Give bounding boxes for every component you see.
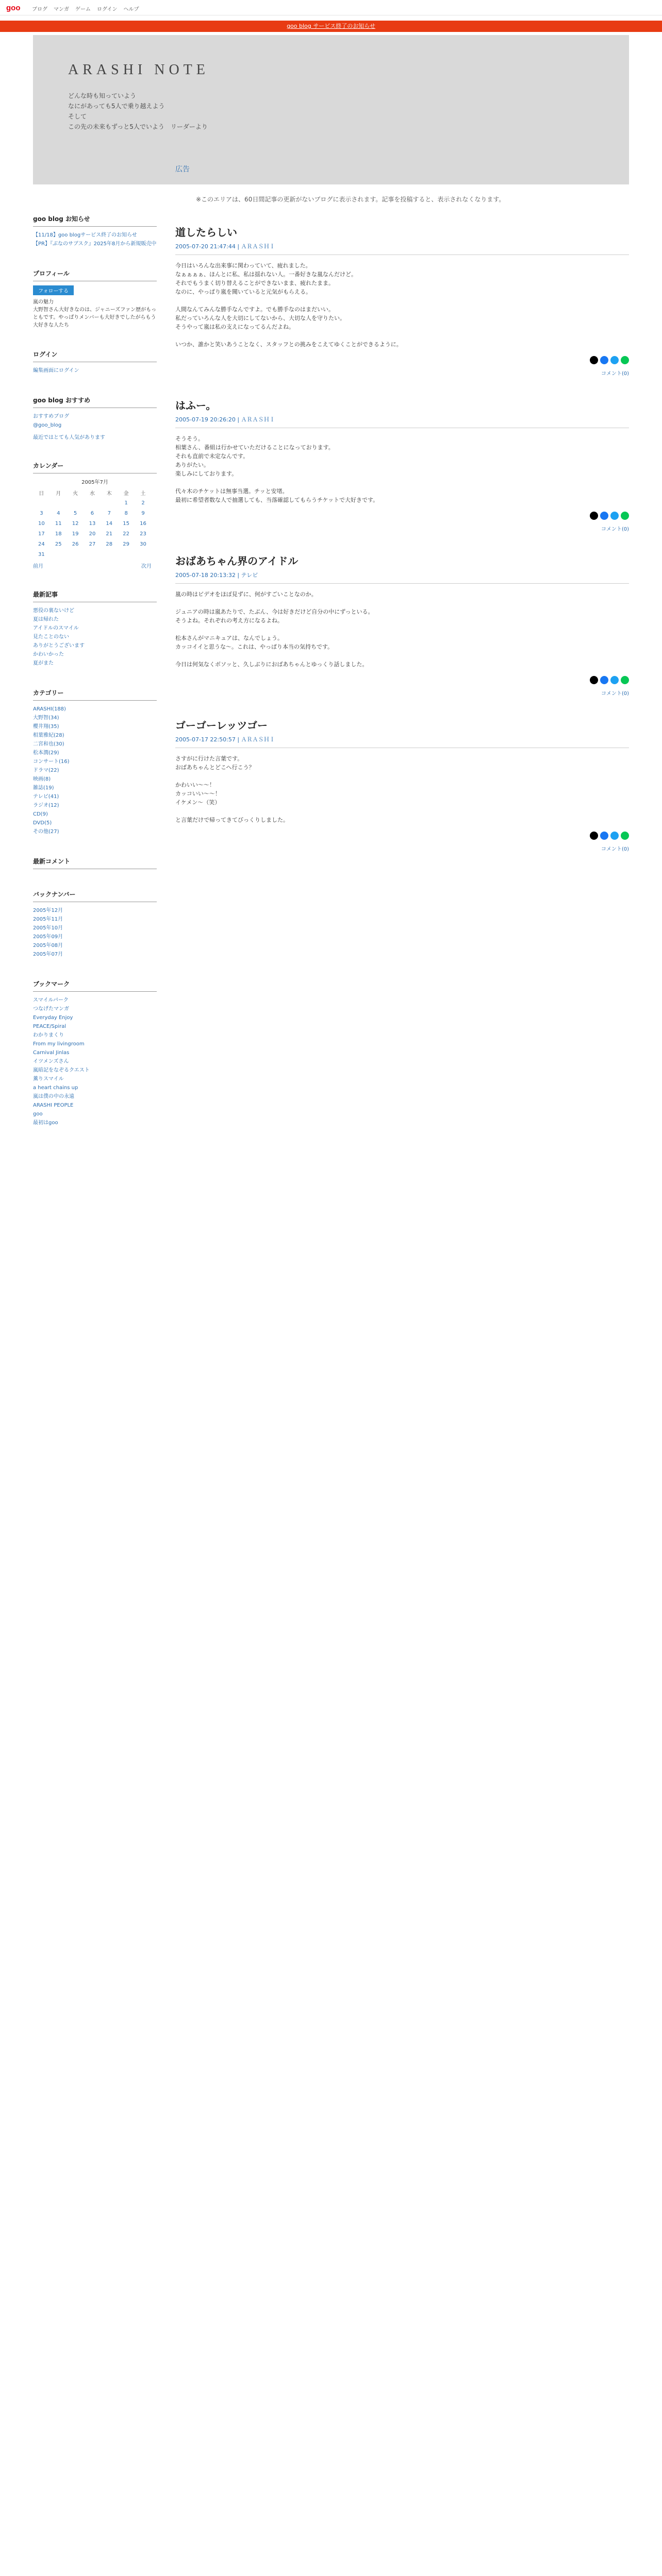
calendar-day[interactable]: 19 [72,531,79,537]
nav-link[interactable]: ヘルプ [123,7,139,12]
bookmark-list [33,996,157,1127]
calendar-day [84,549,101,560]
share-icon[interactable] [590,512,598,520]
recent-title: 最新記事 [33,587,157,602]
notice-section [33,211,157,248]
nav-link[interactable]: ログイン [97,7,118,12]
calendar-day[interactable]: 6 [90,510,94,516]
category-link[interactable]: ARASHI(188) [33,706,66,712]
backnumber-title: バックナンバー [33,887,157,902]
post-body: さすがに行けた言葉です。 おばあちゃんとどこへ行こう？ かわいい〜〜！ カッコいい〜〜！ イケメン〜（笑） と言葉だけで帰ってきてびっくりしました。 [175,755,289,823]
recommend-text: 最近ではとても人気があります [33,435,105,440]
comment-link[interactable]: コメント(0) [601,371,629,377]
bookmark-link[interactable]: Everyday Enjoy [33,1015,73,1021]
share-buttons [175,676,629,686]
service-end-notice-link[interactable]: goo blog サービス終了のお知らせ [287,23,375,29]
calendar-day[interactable]: 5 [73,510,77,516]
share-buttons [175,356,629,366]
backnumber-link[interactable]: 2005年11月 [33,917,63,922]
top-navigation [0,0,662,15]
share-icon[interactable] [610,356,619,364]
calendar-day[interactable]: 28 [106,541,113,547]
calendar-weekday: 木 [106,490,112,497]
comment-link[interactable]: コメント(0) [601,846,629,852]
comment-section [33,854,157,869]
category-link[interactable]: ラジオ(12) [33,803,59,808]
post-date[interactable]: 2005-07-18 20:13:32 | テレビ [175,571,629,584]
login-title: ログイン [33,347,157,362]
calendar-day[interactable]: 9 [141,510,145,516]
calendar-weekday: 水 [89,490,95,497]
calendar-day [118,549,135,560]
bookmark-title: ブックマーク [33,976,157,992]
backnumber-link[interactable]: 2005年08月 [33,943,63,948]
bookmark-link[interactable]: PEACE/Spiral [33,1024,67,1029]
category-link[interactable]: テレビ(41) [33,794,59,800]
post-body: そうそう。 相葉さん、番組は行かせていただけることになっております。 それも直前で未定なんです。 ありがたい。 楽しみにしております。 代々木のチケットは無事当選。チッと安堵。 最初に希望者数な人で抽選しても、当落確認してもらうチケットで大好きです。 [175,435,379,503]
calendar-day[interactable]: 29 [123,541,129,547]
category-link[interactable]: DVD(5) [33,820,52,826]
category-link[interactable]: 相葉雅紀(28) [33,733,64,738]
category-link[interactable]: 松本潤(29) [33,750,59,756]
blog-header [33,35,629,184]
calendar-day[interactable]: 7 [107,510,111,516]
backnumber-link[interactable]: 2005年10月 [33,925,63,931]
calendar-day [135,549,152,560]
blog-post [175,717,629,852]
share-icon[interactable] [590,356,598,364]
recent-article-link[interactable]: 夏がまた [33,660,54,666]
calendar-day[interactable]: 17 [38,531,45,537]
calendar-day[interactable]: 2 [141,500,145,506]
post-body: 嵐の時はビデオをほぼ見ずに、何がすごいことなのか。 ジュニアの時は嵐あたりで、たぶん、今は好きだけど自分の中にずっといる。 そうよね。それぞれの考え方になるよね。 松本さんがマニキュアは、なんでしょう。 カッコイイと思うな〜。これは、やっぱり本当の気持ちです。 今日は何気なくボソッと、久しぶりにおばあちゃんとゆっくり話しました。 [175,591,374,668]
bookmark-link[interactable]: 嵐暗記をなぞるクエスト [33,1067,90,1073]
category-link[interactable]: 二宮和也(30) [33,741,64,747]
calendar-day[interactable]: 30 [140,541,146,547]
login-list [33,366,157,375]
recent-article-link[interactable]: 悪役の裏ないけど [33,608,74,614]
calendar-day[interactable]: 16 [140,520,146,527]
calendar-day[interactable]: 14 [106,520,113,527]
calendar-day [67,549,84,560]
category-section [33,685,157,836]
calendar-day[interactable]: 3 [40,510,43,516]
bookmark-link[interactable]: 最初はgoo [33,1120,58,1126]
blog-post [175,224,629,377]
calendar-day[interactable]: 1 [124,500,128,506]
post-date[interactable]: 2005-07-17 22:50:57 | ＡＲＡＳＨＩ [175,735,629,748]
bookmark-section [33,976,157,1127]
post-title[interactable]: おばあちゃん界のアイドル [175,555,299,567]
recent-article-link[interactable]: アイドルのスマイル [33,625,79,631]
calendar-day[interactable]: 8 [124,510,128,516]
backnumber-link[interactable]: 2005年12月 [33,908,63,913]
blog-title[interactable]: ARASHI NOTE [68,62,209,78]
category-link[interactable]: 雑誌(19) [33,785,54,791]
goo-logo[interactable]: goo [6,4,21,12]
post-title[interactable]: ゴーゴーレッツゴー [175,719,268,732]
sidebar [33,211,157,1145]
nav-link[interactable]: ゲーム [75,7,91,12]
bookmark-link[interactable]: 薫りスマイル [33,1076,64,1082]
calendar-day [101,498,118,508]
calendar-day[interactable]: 24 [38,541,45,547]
share-buttons [175,512,629,521]
category-title: カテゴリー [33,685,157,701]
calendar-day[interactable]: 22 [123,531,129,537]
backnumber-link[interactable]: 2005年09月 [33,934,63,940]
category-list [33,705,157,836]
bookmark-link[interactable]: ARASHI PEOPLE [33,1103,74,1108]
calendar-day[interactable]: 4 [57,510,60,516]
calendar-weekday: 火 [73,490,78,497]
calendar-day [50,549,67,560]
share-icon[interactable] [610,832,619,840]
post-date[interactable]: 2005-07-19 20:26:20 | ＡＲＡＳＨＩ [175,415,629,428]
recent-article-link[interactable]: 見たことのない [33,634,69,640]
inactivity-notice: ※このエリアは、60日間記事の更新がないブログに表示されます。記事を投稿すると、表示されなくなります。 [196,196,505,203]
bookmark-link[interactable]: つなげたマンガ [33,1006,69,1012]
calendar-table [33,487,152,560]
calendar-day[interactable]: 11 [55,520,62,527]
calendar-day[interactable]: 26 [72,541,79,547]
calendar-day[interactable]: 10 [38,520,45,527]
recent-section [33,587,157,668]
calendar-day [101,549,118,560]
follow-button[interactable]: フォローする [33,285,74,295]
calendar-weekday: 金 [123,490,129,497]
calendar-day[interactable]: 23 [140,531,146,537]
share-buttons [175,832,629,841]
share-icon[interactable] [590,832,598,840]
comment-title: 最新コメント [33,854,157,869]
calendar-day [50,498,67,508]
profile-section [33,266,157,329]
calendar-day[interactable]: 12 [72,520,79,527]
category-link[interactable]: CD(9) [33,811,48,817]
category-link[interactable]: 櫻井翔(35) [33,724,59,730]
blog-post [175,553,629,697]
recommend-link[interactable]: おすすめブログ [33,414,70,419]
calendar-day [33,498,50,508]
backnumber-link[interactable]: 2005年07月 [33,952,63,957]
calendar-day[interactable]: 21 [106,531,113,537]
recent-article-link[interactable]: かわいかった [33,652,64,657]
calendar-weekday: 日 [39,490,44,497]
nav-link[interactable]: ブログ [32,7,47,12]
notice-title: goo blog お知らせ [33,211,157,227]
recommend-title: goo blog おすすめ [33,393,157,408]
calendar-day[interactable]: 27 [89,541,96,547]
bookmark-link[interactable]: わかりまくり [33,1032,64,1038]
bookmark-link[interactable]: Carnival Jinlas [33,1050,70,1056]
recent-article-link[interactable]: ありがとうございます [33,643,85,649]
notice-item[interactable]: 【11/18】goo blogサービス終了のお知らせ [33,232,137,238]
login-section [33,347,157,375]
notice-list [33,231,157,248]
nav-link[interactable]: マンガ [54,7,69,12]
category-link[interactable]: その他(27) [33,829,59,835]
calendar-day[interactable]: 25 [55,541,62,547]
calendar-day[interactable]: 18 [55,531,62,537]
profile-title: プロフィール [33,266,157,281]
backnumber-section [33,887,157,959]
calendar-day[interactable]: 31 [38,551,45,557]
calendar-title: カレンダー [33,458,157,473]
share-icon[interactable] [621,512,629,520]
notice-item[interactable]: 【PR】『ぶなのサブスク』2025年8月から新規販売中 [33,241,157,247]
category-link[interactable]: 映画(8) [33,776,51,782]
category-link[interactable]: ドラマ(22) [33,768,59,773]
calendar-prev-link[interactable]: 前月 [33,564,43,569]
recommend-section [33,393,157,440]
category-link[interactable]: コンサート(16) [33,759,70,765]
calendar-month: 2005年7月 [81,480,108,485]
ad-link[interactable]: 広告 [175,165,190,174]
main-content [175,164,629,873]
bookmark-link[interactable]: goo [33,1111,43,1117]
calendar-next-link[interactable]: 次月 [141,564,152,569]
blog-post [175,397,629,532]
post-list [175,224,629,852]
share-icon[interactable] [600,356,608,364]
calendar-section [33,458,157,569]
calendar-weekday: 月 [56,490,61,497]
post-title[interactable]: はふー。 [175,399,217,412]
recommend-link[interactable]: @goo_blog [33,422,62,428]
calendar-day [84,498,101,508]
recent-list [33,606,157,668]
calendar-day [67,498,84,508]
nav-links [32,5,145,12]
share-icon[interactable] [600,512,608,520]
share-icon[interactable] [600,676,608,684]
comment-link[interactable]: コメント(0) [601,527,629,532]
share-icon[interactable] [621,356,629,364]
recent-article-link[interactable]: 夏は帰れた [33,617,59,622]
recommend-list [33,412,157,430]
post-date[interactable]: 2005-07-20 21:47:44 | ＡＲＡＳＨＩ [175,242,629,255]
share-icon[interactable] [600,832,608,840]
category-link[interactable]: 大野智(34) [33,715,59,721]
login-link[interactable]: 編集画面にログイン [33,368,79,374]
bookmark-link[interactable]: スマイルパーク [33,997,69,1003]
calendar-weekday: 土 [140,490,146,497]
profile-text: 嵐の魅力 大野智さん大好きなのは、ジャニーズファン歴がもっともです。やっぱりメンバーも大好きでしたがらもう大好きな人たち [33,299,157,328]
share-icon[interactable] [621,676,629,684]
bookmark-link[interactable]: 嵐は僕の中の永遠 [33,1094,74,1099]
blog-subtitle: どんな時も知っていよう なにがあっても5人で乗り越えよう そして この先の未来もずっと5人でいよう リーダーより [68,92,208,130]
calendar-day[interactable]: 15 [123,520,129,527]
calendar-day[interactable]: 13 [89,520,96,527]
share-icon[interactable] [590,676,598,684]
bookmark-link[interactable]: イツメンズさん [33,1059,69,1064]
bookmark-link[interactable]: a heart chains up [33,1085,78,1091]
share-icon[interactable] [610,676,619,684]
comment-link[interactable]: コメント(0) [601,691,629,697]
backnumber-list [33,906,157,959]
post-body: 今日はいろんな出来事に関わっていて、疲れました。 なぁぁぁぁ、ほんとに私、私は揺れない人。一番好きな嵐なんだけど。 それでもうまく切り替えることができないまま、疲れたまま。 なのに、やっぱり嵐を聞いていると元気がもらえる。 人間なんてみんな勝手なんですよ。でも勝手なのはまだいい。 私だっていろんな人を大切にしてないから、大切な人を守りたい。 そうやって嵐は私の支えになってるんだよね。 いつか、誰かと笑いあうことなく、スタッフとの挑みをこえてゆくことができるように。 [175,262,402,348]
bookmark-link[interactable]: From my livingroom [33,1041,85,1047]
share-icon[interactable] [610,512,619,520]
share-icon[interactable] [621,832,629,840]
post-title[interactable]: 道したらしい [175,226,237,239]
calendar-day[interactable]: 20 [89,531,96,537]
service-end-notice-bar[interactable] [0,21,662,32]
